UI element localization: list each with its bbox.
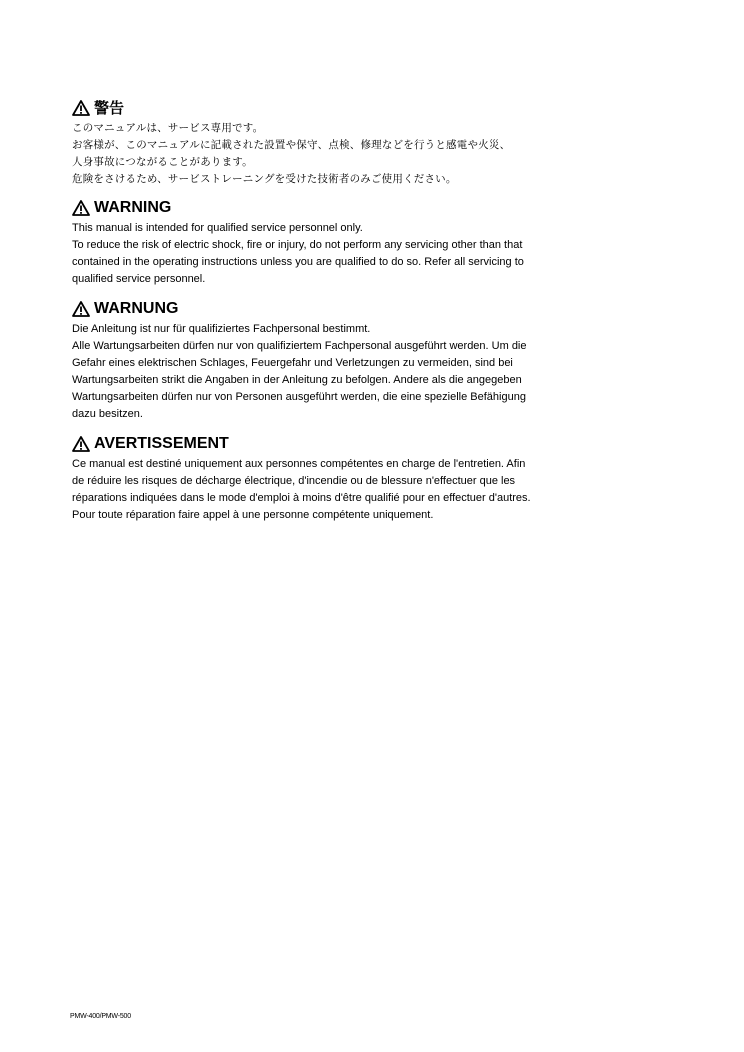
- body-line: To reduce the risk of electric shock, fire or injury, do not perform any servicing other than that: [72, 239, 523, 251]
- body-line: dazu besitzen.: [72, 408, 143, 420]
- section-body: [72, 321, 672, 423]
- section-body: [72, 120, 672, 188]
- body-line: contained in the operating instructions unless you are qualified to do so. Refer all servicing to: [72, 256, 524, 268]
- body-line: 人身事故につながることがあります。: [72, 156, 253, 168]
- section-title: 警告: [94, 99, 125, 117]
- warning-triangle-icon: [72, 100, 90, 116]
- section-heading: [72, 434, 672, 454]
- warning-section-german: [72, 299, 672, 423]
- warning-triangle-icon: [72, 200, 90, 216]
- section-heading: [72, 198, 672, 218]
- section-title: WARNING: [94, 199, 172, 216]
- section-heading: [72, 98, 672, 118]
- body-line: このマニュアルは、サービス専用です。: [72, 122, 264, 134]
- section-heading: [72, 299, 672, 319]
- body-line: Wartungsarbeiten strikt die Angaben in der Anleitung zu befolgen. Andere als die angegeben: [72, 374, 522, 386]
- warning-section-japanese: [72, 98, 672, 188]
- warning-section-french: [72, 434, 672, 524]
- footer-model-number: PMW-400/PMW-500: [70, 1013, 131, 1020]
- body-line: qualified service personnel.: [72, 273, 206, 285]
- body-line: Die Anleitung ist nur für qualifiziertes Fachpersonal bestimmt.: [72, 323, 371, 335]
- body-line: de réduire les risques de décharge électrique, d'incendie ou de blessure n'effectuer que les: [72, 475, 516, 487]
- section-title: AVERTISSEMENT: [94, 435, 229, 452]
- body-line: Alle Wartungsarbeiten dürfen nur von qualifiziertem Fachpersonal ausgeführt werden. Um die: [72, 340, 527, 352]
- body-line: お客様が、このマニュアルに記載された設置や保守、点検、修理などを行うと感電や火災、: [72, 139, 511, 151]
- body-line: réparations indiquées dans le mode d'emploi à moins d'être qualifié pour en effectuer d'autres.: [72, 492, 531, 504]
- body-line: Pour toute réparation faire appel à une personne compétente uniquement.: [72, 509, 434, 521]
- warning-section-english: [72, 198, 672, 288]
- body-line: This manual is intended for qualified service personnel only.: [72, 222, 363, 234]
- section-body: [72, 220, 672, 288]
- body-line: Gefahr eines elektrischen Schlages, Feuergefahr und Verletzungen zu vermeiden, sind bei: [72, 357, 513, 369]
- warning-triangle-icon: [72, 436, 90, 452]
- section-title: WARNUNG: [94, 300, 179, 317]
- body-line: 危険をさけるため、サービストレーニングを受けた技術者のみご使用ください。: [72, 173, 457, 185]
- body-line: Ce manual est destiné uniquement aux personnes compétentes en charge de l'entretien. Afin: [72, 458, 526, 470]
- body-line: Wartungsarbeiten dürfen nur von Personen ausgeführt werden, die eine spezielle Befähigung: [72, 391, 526, 403]
- warning-triangle-icon: [72, 301, 90, 317]
- section-body: [72, 456, 672, 524]
